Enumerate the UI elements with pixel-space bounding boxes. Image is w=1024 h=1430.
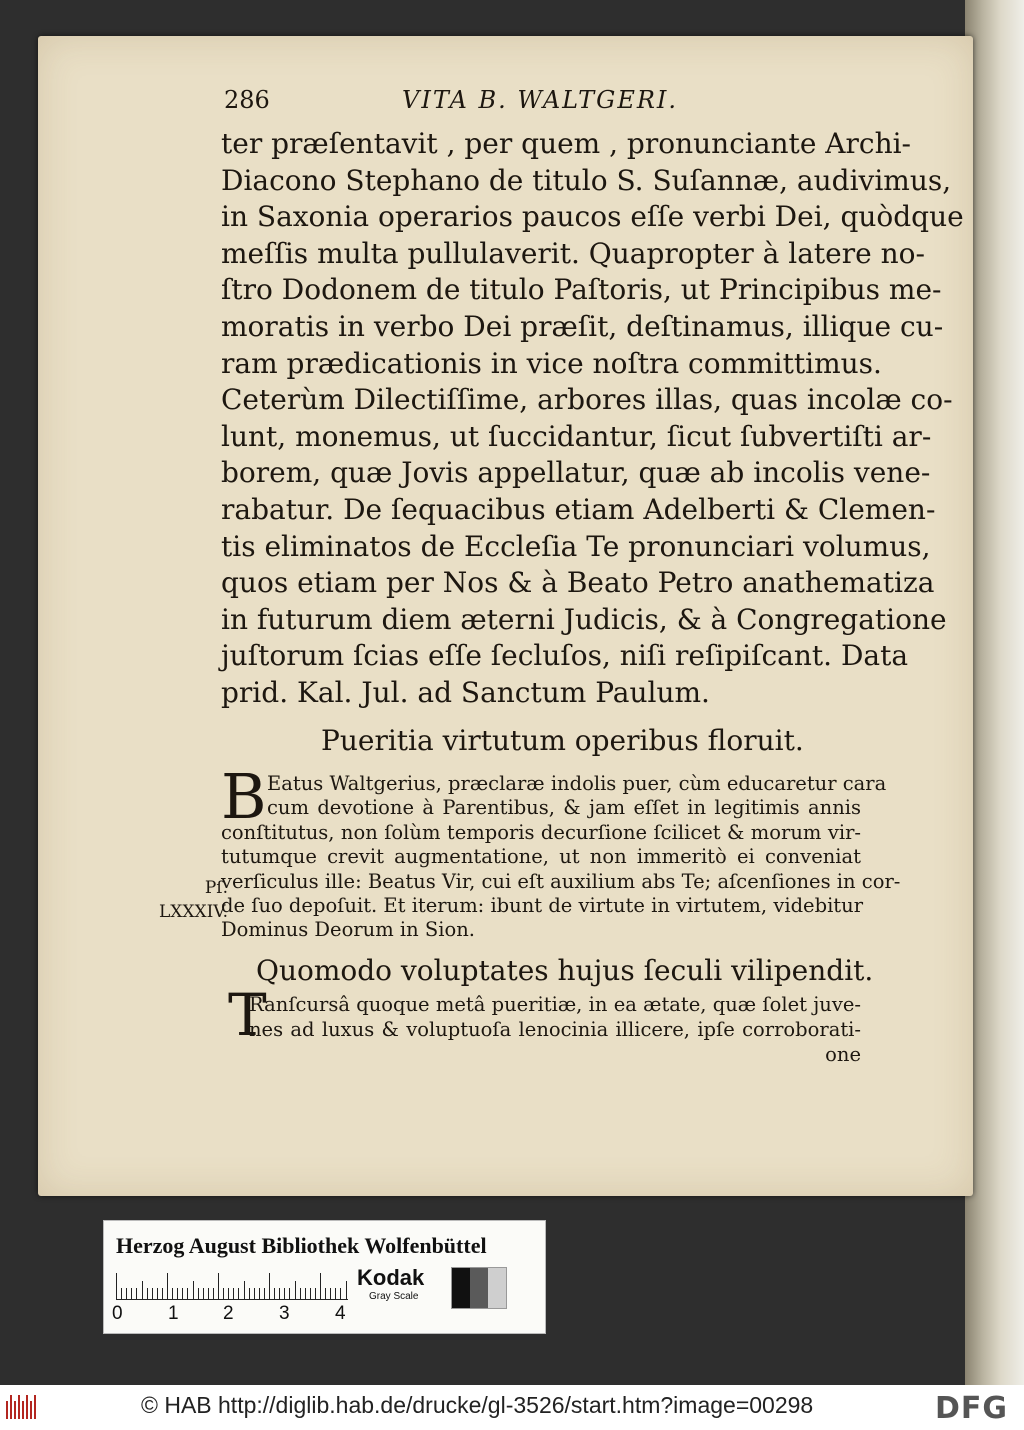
- main-text-block: [221, 126, 964, 712]
- gray-swatch: [452, 1268, 470, 1308]
- logo-bar: [26, 1395, 28, 1419]
- ruler-tick: [116, 1273, 117, 1299]
- ruler-tick: [264, 1288, 265, 1299]
- kodak-logo: Kodak: [357, 1265, 425, 1290]
- ruler-tick: [269, 1273, 270, 1299]
- ruler-number: 3: [279, 1303, 290, 1324]
- ruler-tick: [152, 1288, 153, 1299]
- footer-copyright-link[interactable]: © HAB http://diglib.hab.de/drucke/gl-3526/start.htm?image=00298: [141, 1392, 814, 1418]
- library-name: Herzog August Bibliothek Wolfenbüttel: [116, 1233, 487, 1258]
- page-number: 286: [224, 86, 270, 114]
- text-line: rabatur. De ſequacibus etiam Adelberti & Clemen-: [221, 492, 936, 526]
- section-heading-pueritia: Pueritia virtutum operibus floruit.: [321, 724, 804, 757]
- text-line: ſtro Dodonem de titulo Paſtoris, ut Principibus me-: [221, 273, 942, 307]
- ruler-tick: [233, 1288, 234, 1299]
- ruler-number: 0: [112, 1303, 123, 1324]
- text-line: Ranſcursâ quoque metâ pueritiæ, in ea ætate, quæ ſolet juve-: [249, 993, 861, 1016]
- ruler-tick: [208, 1288, 209, 1299]
- ruler-number: 4: [335, 1303, 346, 1324]
- ruler-tick: [244, 1281, 245, 1299]
- gray-swatch: [488, 1268, 506, 1308]
- drop-cap: T: [228, 981, 267, 1049]
- text-line: moratis in verbo Dei præſit, deſtinamus, illique cu-: [221, 309, 944, 343]
- next-page-edge: [965, 0, 1024, 1385]
- ruler-tick: [335, 1288, 336, 1299]
- text-line: borem, quæ Jovis appellatur, quæ ab incolis vene-: [221, 456, 931, 490]
- ruler-tick: [300, 1288, 301, 1299]
- ruler-tick: [228, 1288, 229, 1299]
- logo-bar: [30, 1401, 32, 1419]
- ruler-tick: [182, 1288, 183, 1299]
- ruler-numbers: [112, 1303, 352, 1325]
- ruler-tick: [249, 1288, 250, 1299]
- ruler-tick: [295, 1281, 296, 1299]
- ruler-tick: [203, 1288, 204, 1299]
- ruler-tick: [259, 1288, 260, 1299]
- text-line: Diacono Stephano de titulo S. Suſannæ, audivimus,: [221, 163, 952, 197]
- ruler-tick: [254, 1288, 255, 1299]
- text-line: Ceterùm Dilectiſſime, arbores illas, quas incolæ co-: [221, 383, 953, 417]
- ruler-tick: [325, 1288, 326, 1299]
- footer-bar: [0, 1385, 1024, 1430]
- logo-bar: [22, 1401, 24, 1419]
- text-line: nes ad luxus & voluptuoſa lenocinia illicere, ipſe corroborati-: [249, 1018, 861, 1041]
- ruler-tick: [131, 1288, 132, 1299]
- dfg-logo: DFG: [935, 1391, 1009, 1426]
- text-line: conſtitutus, non ſolùm temporis decurſione ſcilicet & morum vir-: [221, 820, 861, 844]
- logo-bar: [18, 1395, 20, 1419]
- ruler-tick: [320, 1273, 321, 1299]
- ruler-tick: [167, 1273, 168, 1299]
- ruler-tick: [340, 1288, 341, 1299]
- text-line: ter præſentavit , per quem , pronunciante Archi-: [221, 127, 912, 160]
- ruler-tick: [147, 1288, 148, 1299]
- ruler-tick: [157, 1288, 158, 1299]
- logo-bar: [34, 1395, 36, 1419]
- ruler-tick: [162, 1288, 163, 1299]
- ruler-tick: [136, 1288, 137, 1299]
- text-line: quos etiam per Nos & à Beato Petro anathematiza: [221, 566, 935, 600]
- gray-scale-label: Gray Scale: [369, 1291, 419, 1302]
- margin-note-line: Pſ.: [204, 878, 228, 898]
- paragraph-beatus: [221, 772, 901, 943]
- catchword: one: [825, 1043, 861, 1066]
- ruler-tick: [198, 1288, 199, 1299]
- margin-note: [138, 876, 228, 924]
- ruler-tick: [126, 1288, 127, 1299]
- text-line: lunt, monemus, ut ſuccidantur, ſicut ſubvertiſti ar-: [221, 419, 932, 453]
- running-title: VITA B. WALTGERI.: [402, 86, 679, 114]
- ruler-tick: [310, 1288, 311, 1299]
- text-line: prid. Kal. Jul. ad Sanctum Paulum.: [221, 675, 710, 709]
- color-scale-card: [103, 1220, 546, 1334]
- ruler-tick: [177, 1288, 178, 1299]
- ruler-tick: [289, 1288, 290, 1299]
- text-line: de ſuo depoſuit. Et iterum: ibunt de virtute in virtutem, videbitur: [221, 894, 864, 918]
- ruler-tick: [187, 1288, 188, 1299]
- ruler-tick: [346, 1281, 347, 1299]
- logo-bar: [14, 1401, 16, 1419]
- ruler-scale: [116, 1269, 348, 1300]
- text-line: cum devotione à Parentibus, & jam eſſet in legitimis annis: [267, 796, 861, 820]
- paragraph-transcursa: [221, 992, 861, 1067]
- ruler-tick: [223, 1288, 224, 1299]
- ruler-tick: [142, 1281, 143, 1299]
- section-heading-quomodo: Quomodo voluptates hujus ſeculi vilipendit.: [256, 954, 874, 987]
- hab-logo-icon: [6, 1395, 40, 1419]
- text-line: meſſis multa pullulaverit. Quapropter à latere no-: [221, 236, 925, 270]
- ruler-tick: [279, 1288, 280, 1299]
- text-line: verſiculus ille: Beatus Vir, cui eſt auxilium abs Te; aſcenſiones in cor-: [221, 869, 901, 893]
- ruler-tick: [213, 1288, 214, 1299]
- margin-note-line: LXXXIV.: [158, 902, 228, 922]
- ruler-tick: [284, 1288, 285, 1299]
- text-line: Dominus Deorum in Sion.: [221, 918, 475, 942]
- running-head: [224, 86, 884, 126]
- ruler-number: 2: [223, 1303, 234, 1324]
- ruler-tick: [274, 1288, 275, 1299]
- text-line: in futurum diem æterni Judicis, & à Congregatione: [221, 602, 947, 636]
- text-line: tutumque crevit augmentatione, ut non immeritò ei conveniat: [221, 845, 861, 869]
- text-line: ram prædicationis in vice noſtra committimus.: [221, 346, 882, 380]
- ruler-tick: [305, 1288, 306, 1299]
- ruler-tick: [315, 1288, 316, 1299]
- text-line: in Saxonia operarios paucos eſſe verbi Dei, quòdque: [221, 200, 964, 234]
- ruler-tick: [172, 1288, 173, 1299]
- gray-swatch: [470, 1268, 488, 1308]
- logo-bar: [6, 1401, 8, 1419]
- ruler-tick: [238, 1288, 239, 1299]
- text-line: juſtorum ſcias eſſe ſecluſos, niſi reſipiſcant. Data: [221, 639, 909, 673]
- drop-cap: B: [221, 760, 267, 833]
- ruler-tick: [193, 1281, 194, 1299]
- text-line: tis eliminatos de Eccleſia Te pronunciari volumus,: [221, 529, 931, 563]
- text-line: Eatus Waltgerius, præclaræ indolis puer, cùm educaretur cara: [267, 772, 887, 795]
- gray-swatches: [451, 1267, 507, 1309]
- book-page: [38, 36, 973, 1196]
- ruler-tick: [121, 1288, 122, 1299]
- ruler-number: 1: [168, 1303, 179, 1324]
- logo-bar: [10, 1395, 12, 1419]
- ruler-tick: [330, 1288, 331, 1299]
- ruler-tick: [218, 1273, 219, 1299]
